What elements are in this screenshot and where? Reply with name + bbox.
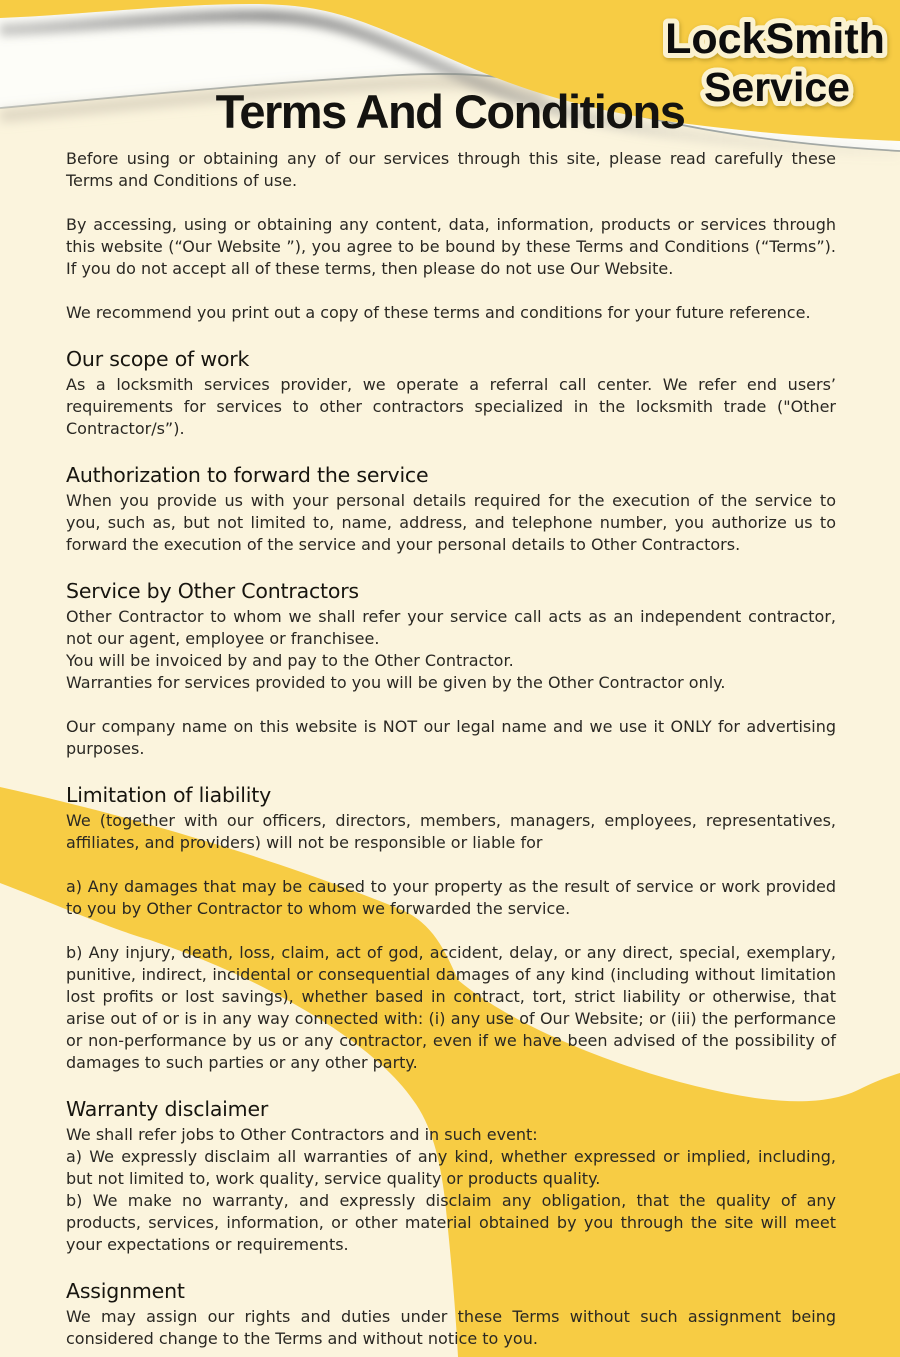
page-title: Terms And Conditions [215,85,685,138]
section-heading: Warranty disclaimer [66,1097,269,1121]
terms-section [66,1096,836,1256]
paragraph: You will be invoiced by and pay to the Other Contractor. [66,651,514,670]
paragraph: We (together with our officers, directors, members, managers, employees, representatives, affiliates, and providers) will not be responsible or liable for [66,811,836,852]
paragraph: Before using or obtaining any of our services through this site, please read carefully these Terms and Conditions of use. [66,149,836,190]
paragraph: Other Contractor to whom we shall refer your service call acts as an independent contractor, not our agent, employee or franchisee. [66,607,836,648]
paragraph: We shall refer jobs to Other Contractors and in such event: [66,1125,538,1144]
terms-section [66,876,836,920]
paragraph: By accessing, using or obtaining any content, data, information, products or services through this website (“Our Website ”), you agree to be bound by these Terms and Conditions (“Terms”). If you do not accept all of these terms, then please do not use Our Website. [66,215,836,278]
paragraph: When you provide us with your personal details required for the execution of the service to you, such as, but not limited to, name, address, and telephone number, you authorize us to forward the execution of the service and your personal details to Other Contractors. [66,491,836,554]
terms-section [66,942,836,1074]
terms-section [66,302,836,324]
terms-section [66,462,836,556]
terms-section [66,1278,836,1350]
terms-section [66,782,836,854]
section-heading: Limitation of liability [66,783,272,807]
paragraph: b) We make no warranty, and expressly disclaim any obligation, that the quality of any products, services, information, or other material obtained by you through the site will meet your expectations or requirements. [66,1191,836,1254]
paragraph: a) Any damages that may be caused to your property as the result of service or work provided to you by Other Contractor to whom we forwarded the service. [66,877,836,918]
paragraph: We may assign our rights and duties under these Terms without such assignment being considered change to the Terms and without notice to you. [66,1307,836,1348]
terms-section [66,214,836,280]
terms-section [66,578,836,694]
paragraph: As a locksmith services provider, we operate a referral call center. We refer end users’ requirements for services to other contractors specialized in the locksmith trade ("Other Contractor/s”). [66,375,836,438]
terms-section [66,716,836,760]
terms-section [66,346,836,440]
section-heading: Service by Other Contractors [66,579,359,603]
paragraph: Our company name on this website is NOT our legal name and we use it ONLY for advertising purposes. [66,717,836,758]
section-heading: Authorization to forward the service [66,463,429,487]
section-heading: Our scope of work [66,347,250,371]
paragraph: Warranties for services provided to you will be given by the Other Contractor only. [66,673,726,692]
section-heading: Assignment [66,1279,185,1303]
paragraph: a) We expressly disclaim all warranties of any kind, whether expressed or implied, including, but not limited to, work quality, service quality or products quality. [66,1147,836,1188]
logo-line2: Service [704,64,850,110]
terms-section [66,148,836,192]
terms-content [66,148,836,1350]
paragraph: We recommend you print out a copy of these terms and conditions for your future reference. [66,303,811,322]
logo-line1: LockSmith [665,15,885,63]
paragraph: b) Any injury, death, loss, claim, act of god, accident, delay, or any direct, special, exemplary, punitive, indirect, incidental or consequential damages of any kind (including without limitation lost profits or lost savings), whether based in contract, tort, strict liability or otherwise, that arise out of or is in any way connected with: (i) any use of Our Website; or (iii) the performance or non-performance by us or any contractor, even if we have been advised of the possibility of damages to such parties or any other party. [66,943,836,1072]
